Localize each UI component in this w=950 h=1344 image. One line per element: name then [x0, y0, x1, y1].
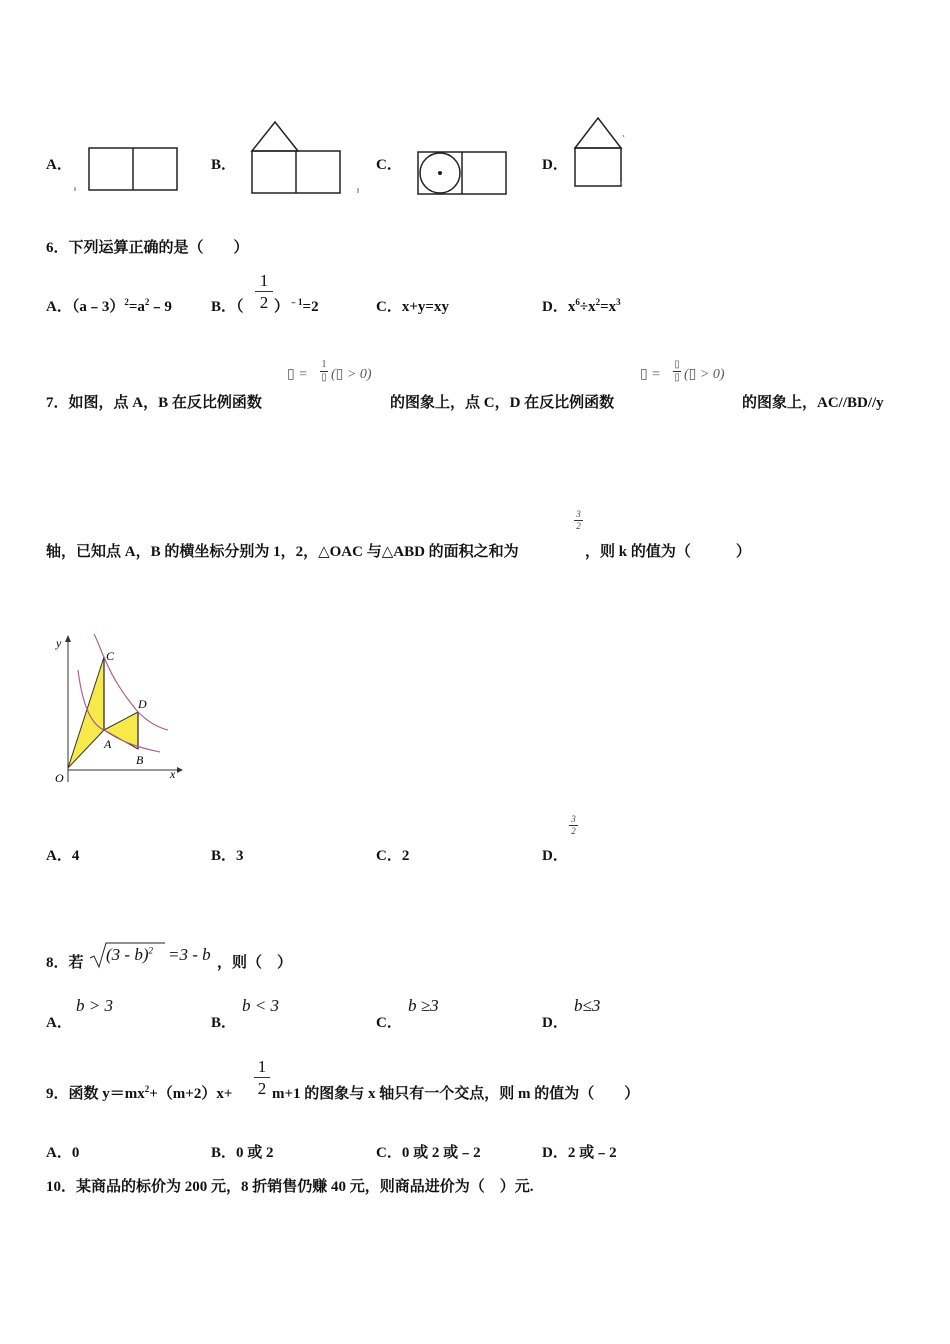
- q9-option-a-label: A．: [46, 1145, 72, 1161]
- q7-func2-fraction: [673, 360, 681, 383]
- q5-option-a-label: A．: [46, 157, 72, 173]
- q8-rhs: =3 - b: [168, 945, 211, 964]
- q9-frac-num: 1: [257, 1057, 267, 1076]
- q9-option-c-value: 0 或 2 或﹣2: [401, 1145, 481, 1161]
- q9-sup: 2: [144, 1084, 150, 1094]
- q10-stem: 10．某商品的标价为 200 元，8 折销售仍赚 40 元，则商品进价为（ ）元.: [46, 1179, 534, 1195]
- q6-option-a-label: A．: [46, 299, 72, 315]
- q7-option-a-value: 4: [71, 848, 80, 864]
- q6-option-d-label: D．: [542, 299, 568, 315]
- q7-label-a: A: [104, 737, 112, 751]
- q9-fraction: [254, 1058, 270, 1097]
- q7-func1-num: 1: [321, 359, 327, 370]
- q7-option-d-num: 3: [571, 814, 576, 824]
- q6-option-b-rest: [274, 295, 319, 316]
- q7-func2-lhs: ▯ =: [640, 367, 661, 382]
- q5-option-b-figure: [248, 118, 363, 198]
- q7-option-b: [211, 844, 244, 865]
- q7-label-x: x: [170, 767, 176, 781]
- q6-option-a-tail: ﹣9: [149, 299, 172, 315]
- q7-func1-fraction: [320, 360, 328, 383]
- q5-option-b-label: B．: [211, 157, 237, 173]
- q7-stem-part3: 的图象上，AC//BD//y: [742, 395, 884, 411]
- q9-lead: [46, 1082, 232, 1103]
- q6-option-b-open: （: [236, 299, 244, 315]
- q7-function-2: [640, 366, 661, 383]
- q6-option-b-frac-den: 2: [259, 293, 269, 312]
- q7-option-c: [376, 844, 409, 865]
- q8-radicand-sup: 2: [148, 945, 153, 956]
- q9-option-c: [376, 1141, 481, 1162]
- q6-option-a-text: （a﹣3）: [71, 299, 125, 315]
- q7-label-b: B: [136, 753, 144, 767]
- q7-func2-num: ▯: [674, 359, 680, 370]
- q9-option-d-value: 2 或﹣2: [567, 1145, 617, 1161]
- q7-option-a: [46, 844, 79, 865]
- q7-func1-cond: (▯ > 0): [331, 367, 372, 382]
- q6-option-c-text: x+y=xy: [401, 299, 449, 315]
- q8-option-c-expr: b ≥3: [408, 996, 439, 1015]
- q6-option-d-eq: =x: [600, 299, 617, 315]
- q7-triangle-oac: [68, 657, 104, 768]
- q6-option-b-close: ）: [274, 299, 290, 315]
- q7-func2-cond: (▯ > 0): [684, 367, 725, 382]
- q7-option-b-label: B．: [211, 848, 237, 864]
- q6-option-a-rest: =a: [128, 299, 145, 315]
- q7-option-d-fraction: [569, 815, 578, 836]
- q6-option-a: [46, 295, 172, 316]
- q7-option-c-label: C．: [376, 848, 402, 864]
- q7-stem-part2: 的图象上，点 C，D 在反比例函数: [390, 395, 615, 411]
- q9-lead-text: 9．函数 y＝mx: [46, 1086, 145, 1102]
- q7-option-c-value: 2: [401, 848, 410, 864]
- q9-option-a-value: 0: [71, 1145, 80, 1161]
- q9-option-b-value: 0 或 2: [236, 1145, 274, 1161]
- q5-option-a-figure: [72, 145, 182, 195]
- q7-option-d-label: D．: [542, 848, 568, 864]
- q8-option-b-label: B．: [211, 1015, 237, 1031]
- q7-stem-line2b: ，则 k 的值为（ ）: [585, 544, 751, 560]
- q6-option-c-label: C．: [376, 299, 402, 315]
- q5-option-d-figure: [571, 115, 631, 191]
- q7-option-a-label: A．: [46, 848, 72, 864]
- q6-option-d-op: ÷x: [579, 299, 596, 315]
- q7-option-d: [542, 844, 568, 865]
- q6-option-a-sup2: 2: [144, 297, 150, 307]
- q7-label-o: O: [55, 771, 64, 785]
- q8-tail: ，则（ ）: [217, 955, 293, 971]
- q8-radicand-text: (3 - b): [106, 945, 149, 964]
- q6-option-a-sup: 2: [124, 297, 129, 307]
- q5-option-c-figure: [416, 150, 511, 198]
- q6-option-b-frac-num: 1: [259, 271, 269, 290]
- q9-option-d-label: D．: [542, 1145, 568, 1161]
- q6-option-d-sup2: 2: [595, 297, 601, 307]
- q7-stem-part1: 7．如图，点 A，B 在反比例函数: [46, 395, 262, 411]
- q7-function-1: [287, 366, 308, 383]
- q5-option-c-label: C．: [376, 157, 402, 173]
- q7-label-c: C: [106, 649, 115, 663]
- q6-option-d-sup1: 6: [575, 297, 580, 307]
- q8-option-d-expr: b≤3: [574, 996, 601, 1015]
- q6-option-b-sup: ﹣1: [289, 297, 303, 307]
- q9-option-b-label: B．: [211, 1145, 237, 1161]
- q6-option-b: [211, 295, 244, 316]
- q6-option-b-tail: =2: [302, 299, 319, 315]
- q8-option-a-label: A．: [46, 1015, 72, 1031]
- q9-option-c-label: C．: [376, 1145, 402, 1161]
- q7-func2-den: ▯: [674, 372, 680, 383]
- q9-option-a: [46, 1141, 79, 1162]
- q8-option-b-expr: b < 3: [242, 996, 279, 1015]
- q8-radicand: [106, 945, 153, 965]
- q9-mid: +（m+2）x+: [149, 1086, 233, 1102]
- q6-stem: 6．下列运算正确的是（ ）: [46, 240, 249, 256]
- q9-tail: m+1 的图象与 x 轴只有一个交点，则 m 的值为（ ）: [272, 1086, 640, 1102]
- q6-option-b-fraction: [255, 272, 273, 311]
- q7-stem-line2a: 轴，已知点 A，B 的横坐标分别为 1，2，△OAC 与△ABD 的面积之和为: [46, 544, 519, 560]
- q8-option-c-label: C．: [376, 1015, 402, 1031]
- q7-label-d: D: [138, 697, 147, 711]
- q7-func1-den: ▯: [321, 372, 327, 383]
- q8-lead: 8．若: [46, 955, 84, 971]
- q5-option-d-label: D．: [542, 157, 568, 173]
- q8-option-d-label: D．: [542, 1015, 568, 1031]
- q7-sum-frac-den: 2: [576, 521, 581, 531]
- q7-option-b-value: 3: [236, 848, 244, 864]
- q9-option-b: [211, 1141, 274, 1162]
- q6-option-b-label: B．: [211, 299, 237, 315]
- q6-option-d: [542, 295, 621, 316]
- q7-sum-frac-num: 3: [576, 509, 581, 519]
- q9-frac-den: 2: [257, 1079, 267, 1098]
- q9-option-d: [542, 1141, 617, 1162]
- q7-graph: [50, 632, 185, 784]
- q8-option-a-expr: b > 3: [76, 996, 113, 1015]
- q6-option-d-x1: x: [567, 299, 576, 315]
- q6-option-c: [376, 295, 449, 316]
- q7-func1-lhs: ▯ =: [287, 367, 308, 382]
- q7-sum-fraction: [574, 510, 583, 531]
- q6-option-d-sup3: 3: [616, 297, 621, 307]
- q7-option-d-den: 2: [571, 826, 576, 836]
- q7-label-y: y: [56, 636, 62, 650]
